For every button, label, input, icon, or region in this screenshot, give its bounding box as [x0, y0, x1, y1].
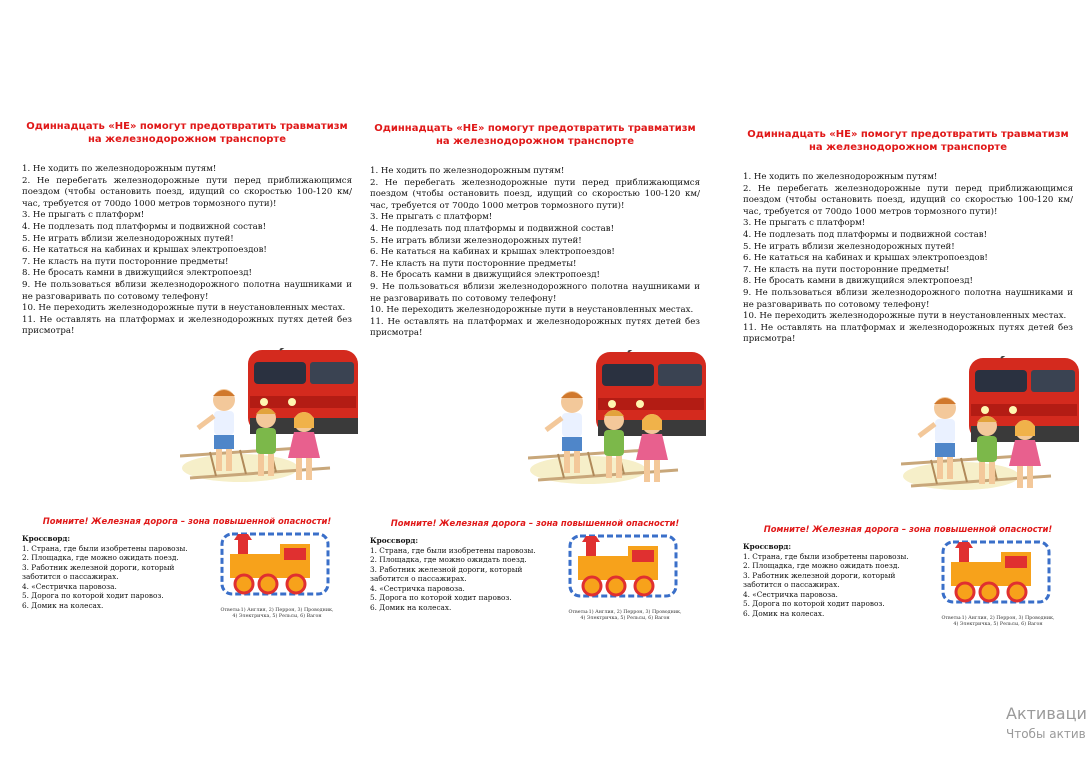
rule-item: 8. Не бросать камни в движущийся электропоезд!	[743, 276, 973, 287]
crossword-item: 4. «Сестричка паровоза.	[370, 583, 465, 593]
train-children-illustration	[901, 356, 1081, 516]
crossword-item: 2. Площадка, где можно ожидать поезд.	[22, 553, 179, 563]
rule-item: 7. Не класть на пути посторонние предметы!	[743, 264, 950, 275]
rule-item: 8. Не бросать камни в движущийся электропоезд!	[370, 270, 600, 281]
crossword-item: 6. Домик на колесах.	[22, 601, 104, 611]
crossword-item: 3. Работник железной дороги, который заботится о пассажирах.	[22, 562, 175, 582]
toy-locomotive-illustration	[941, 538, 1051, 616]
crossword-answers: Ответы:1) Англия, 2) Перрон, 3) Проводник, 4) Электричка, 5) Рельсы, 6) Вагон	[941, 615, 1055, 628]
rule-item: 1. Не ходить по железнодорожным путям!	[22, 164, 217, 174]
crossword-answers: Ответы:1) Англия, 2) Перрон, 3) Проводник, 4) Электричка, 5) Рельсы, 6) Вагон	[568, 609, 682, 622]
rule-item: 6. Не кататься на кабинах и крышах электропоездов!	[743, 253, 988, 264]
rules-list	[22, 164, 352, 338]
train-children-illustration	[528, 350, 708, 510]
danger-reminder: Помните! Железная дорога – зона повышенной опасности!	[390, 517, 680, 528]
leaflet-title: Одиннадцать «НЕ» помогут предотвратить травматизм на железнодорожном транспорте	[374, 123, 696, 147]
crossword-answers: Ответы:1) Англия, 2) Перрон, 3) Проводник, 4) Электричка, 5) Рельсы, 6) Вагон	[220, 607, 334, 620]
leaflet-title: Одиннадцать «НЕ» помогут предотвратить травматизм на железнодорожном транспорте	[26, 121, 348, 145]
crossword-questions	[22, 534, 212, 611]
rule-item: 11. Не оставлять на платформах и железнодорожных путях детей без присмотра!	[743, 322, 1073, 345]
rule-item: 2. Не перебегать железнодорожные пути перед приближающимся поездом (чтобы остановить поезд, идущий со скоростью 100-120 км/час, требуется от 700до 1000 метров тормозного пути)!	[370, 177, 700, 211]
train-children-illustration	[180, 348, 360, 508]
rule-item: 9. Не пользоваться вблизи железнодорожного полотна наушниками и не разговаривать по сотовому телефону!	[22, 279, 352, 302]
rule-item: 10. Не переходить железнодорожные пути в неустановленных местах.	[370, 305, 694, 316]
rules-list	[743, 172, 1073, 346]
leaflet-title: Одиннадцать «НЕ» помогут предотвратить травматизм на железнодорожном транспорте	[747, 129, 1069, 153]
rule-item: 4. Не подлезать под платформы и подвижной состав!	[22, 221, 267, 232]
crossword-item: 6. Домик на колесах.	[370, 603, 452, 613]
danger-reminder: Помните! Железная дорога – зона повышенной опасности!	[42, 515, 332, 526]
rule-item: 5. Не играть вблизи железнодорожных путей!	[22, 233, 234, 244]
crossword-item: 1. Страна, где были изобретены паровозы.	[743, 551, 909, 561]
rule-item: 1. Не ходить по железнодорожным путям!	[743, 172, 938, 182]
crossword-item: 6. Домик на колесах.	[743, 609, 825, 619]
leaflet-3	[743, 128, 1073, 652]
rule-item: 1. Не ходить по железнодорожным путям!	[370, 166, 565, 176]
rule-item: 5. Не играть вблизи железнодорожных путей!	[370, 235, 582, 246]
leaflet-2	[370, 122, 700, 646]
rule-item: 2. Не перебегать железнодорожные пути перед приближающимся поездом (чтобы остановить поезд, идущий со скоростью 100-120 км/час, требуется от 700до 1000 метров тормозного пути)!	[743, 183, 1073, 217]
crossword-item: 5. Дорога по которой ходит паровоз.	[370, 593, 512, 603]
rule-item: 11. Не оставлять на платформах и железнодорожных путях детей без присмотра!	[370, 316, 700, 339]
rule-item: 9. Не пользоваться вблизи железнодорожного полотна наушниками и не разговаривать по сотовому телефону!	[743, 287, 1073, 310]
rule-item: 10. Не переходить железнодорожные пути в неустановленных местах.	[743, 311, 1067, 322]
crossword-section	[370, 536, 700, 646]
crossword-item: 2. Площадка, где можно ожидать поезд.	[370, 555, 527, 565]
rule-item: 8. Не бросать камни в движущийся электропоезд!	[22, 268, 252, 279]
crossword-title: Кроссворд:	[22, 533, 71, 543]
rule-item: 9. Не пользоваться вблизи железнодорожного полотна наушниками и не разговаривать по сотовому телефону!	[370, 281, 700, 304]
activation-watermark	[1006, 704, 1087, 741]
crossword-section	[22, 534, 352, 644]
rule-item: 10. Не переходить железнодорожные пути в неустановленных местах.	[22, 303, 346, 314]
crossword-item: 5. Дорога по которой ходит паровоз.	[22, 591, 164, 601]
crossword-questions	[370, 536, 560, 613]
rule-item: 6. Не кататься на кабинах и крышах электропоездов!	[370, 247, 615, 258]
crossword-title: Кроссворд:	[370, 535, 419, 545]
rule-item: 2. Не перебегать железнодорожные пути перед приближающимся поездом (чтобы остановить поезд, идущий со скоростью 100-120 км/час, требуется от 700до 1000 метров тормозного пути)!	[22, 175, 352, 209]
crossword-item: 4. «Сестричка паровоза.	[22, 581, 117, 591]
rule-item: 4. Не подлезать под платформы и подвижной состав!	[370, 223, 615, 234]
toy-locomotive-illustration	[568, 532, 678, 610]
toy-locomotive-illustration	[220, 530, 330, 608]
watermark-line-2: Чтобы актив	[1006, 727, 1086, 741]
rule-item: 11. Не оставлять на платформах и железнодорожных путях детей без присмотра!	[22, 314, 352, 337]
rule-item: 3. Не прыгать с платформ!	[370, 212, 493, 223]
rule-item: 6. Не кататься на кабинах и крышах электропоездов!	[22, 245, 267, 256]
leaflet-1	[22, 120, 352, 644]
crossword-title: Кроссворд:	[743, 541, 792, 551]
watermark-line-1: Активаци	[1006, 704, 1087, 723]
crossword-item: 2. Площадка, где можно ожидать поезд.	[743, 561, 900, 571]
rule-item: 7. Не класть на пути посторонние предметы!	[370, 258, 577, 269]
rule-item: 3. Не прыгать с платформ!	[22, 210, 145, 221]
rule-item: 7. Не класть на пути посторонние предметы!	[22, 256, 229, 267]
rules-list	[370, 166, 700, 340]
rule-item: 5. Не играть вблизи железнодорожных путей!	[743, 241, 955, 252]
rule-item: 4. Не подлезать под платформы и подвижной состав!	[743, 229, 988, 240]
crossword-item: 3. Работник железной дороги, который заботится о пассажирах.	[743, 570, 896, 590]
crossword-item: 1. Страна, где были изобретены паровозы.	[370, 545, 536, 555]
crossword-section	[743, 542, 1073, 652]
crossword-item: 1. Страна, где были изобретены паровозы.	[22, 543, 188, 553]
rule-item: 3. Не прыгать с платформ!	[743, 218, 866, 229]
crossword-item: 5. Дорога по которой ходит паровоз.	[743, 599, 885, 609]
danger-reminder: Помните! Железная дорога – зона повышенной опасности!	[763, 523, 1053, 534]
crossword-item: 4. «Сестричка паровоза.	[743, 589, 838, 599]
crossword-questions	[743, 542, 933, 619]
crossword-item: 3. Работник железной дороги, который заботится о пассажирах.	[370, 564, 523, 584]
